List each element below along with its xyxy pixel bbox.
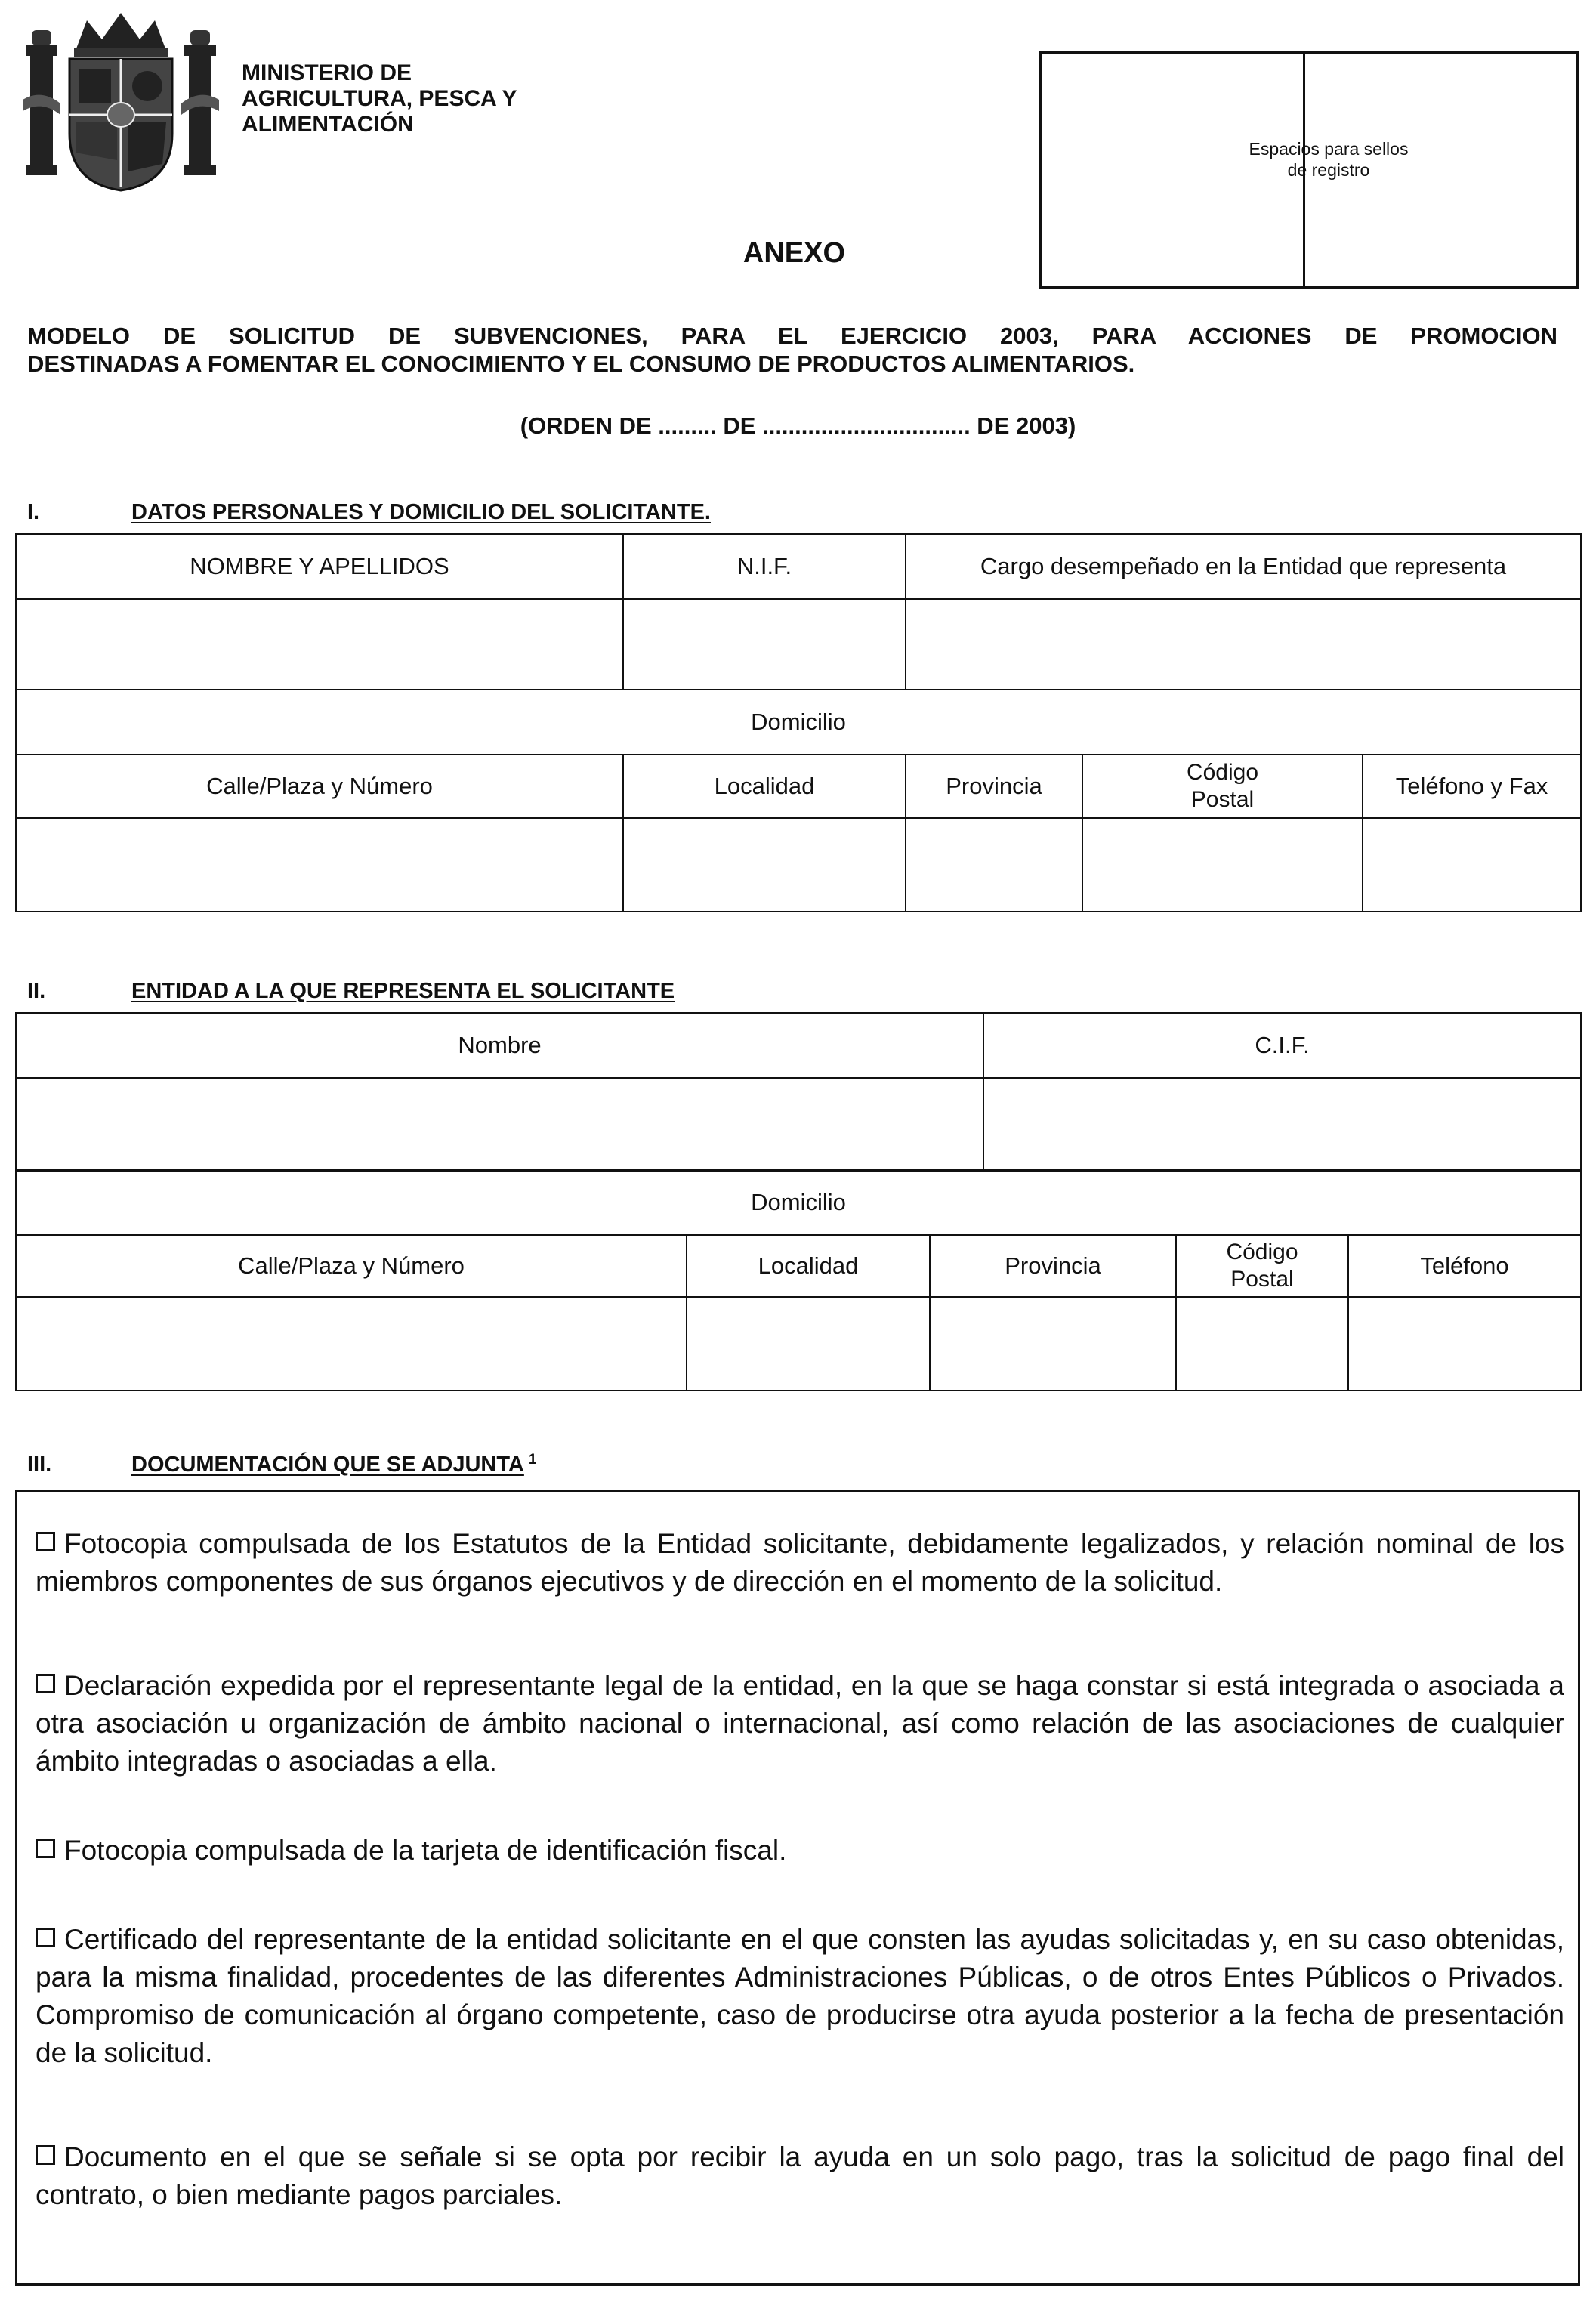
checkbox[interactable] [36,1928,55,1947]
doc-item [36,1667,1564,1780]
stamp-label [1215,138,1442,181]
checkbox[interactable] [36,2145,55,2165]
locality-field[interactable] [623,818,906,912]
title-line: DESTINADAS A FOMENTAR EL CONOCIMIENTO Y EL CONSUMO DE PRODUCTOS ALIMENTARIOS. [27,350,1135,377]
phone-fax-field[interactable] [1363,818,1581,912]
header-province: Provincia [906,755,1082,818]
ministry-line: MINISTERIO DE [242,60,412,85]
header-entity-name: Nombre [16,1013,983,1078]
stamp-label-line: Espacios para sellos [1249,139,1409,159]
postal-code-field[interactable] [1176,1297,1348,1391]
header-locality: Localidad [623,755,906,818]
doc-item-text: Fotocopia compulsada de los Estatutos de la Entidad solicitante, debidamente legalizados, y relación nominal de los miembros componentes de sus órganos ejecutivos y de dirección en el momento de la solicitud. [36,1528,1564,1597]
doc-item-text: Declaración expedida por el representante legal de la entidad, en la que se haga constar si está integrada o asociada a otra asociación u organización de ámbito nacional o internacional, así como relación de las asociaciones de cualquier ámbito integradas o asociadas a ella. [36,1670,1564,1777]
annex-heading-text: ANEXO [742,237,846,269]
doc-item-text: Documento en el que se señale si se opta por recibir la ayuda en un solo pago, tras la solicitud de pago final del contrato, o bien mediante pagos parciales. [36,2141,1564,2210]
postal-code-field[interactable] [1082,818,1363,912]
province-field[interactable] [930,1297,1176,1391]
applicant-table [15,533,1582,912]
cif-field[interactable] [983,1078,1581,1172]
postal-code-line: Postal [1190,787,1255,812]
name-surname-field[interactable] [16,599,623,690]
entity-name-field[interactable] [16,1078,983,1172]
header-domicile: Domicilio [16,690,1581,755]
footnote-mark: 1 [528,1452,537,1468]
postal-code-line: Postal [1230,1267,1294,1292]
annex-heading [0,237,1596,270]
header-locality: Localidad [687,1235,930,1297]
province-field[interactable] [906,818,1082,912]
order-reference: (ORDEN DE ......... DE ................................ DE 2003) [520,412,1076,439]
postal-code-line: Código [1186,760,1259,785]
document-title [27,322,1557,378]
section-title: DOCUMENTACIÓN QUE SE ADJUNTA [131,1453,524,1477]
section-1-heading [27,500,711,525]
street-field[interactable] [16,1297,687,1391]
section-2-heading [27,979,675,1004]
header-domicile: Domicilio [16,1170,1581,1235]
doc-item-text: Fotocopia compulsada de la tarjeta de identificación fiscal. [64,1835,787,1866]
checkbox[interactable] [36,1532,55,1551]
ministry-line: AGRICULTURA, PESCA Y [242,86,517,111]
header-name-surname: NOMBRE Y APELLIDOS [16,534,623,599]
section-number: I. [27,500,40,524]
header-nif: N.I.F. [623,534,906,599]
nif-field[interactable] [623,599,906,690]
title-line: MODELO DE SOLICITUD DE SUBVENCIONES, PARA EL EJERCICIO 2003, PARA ACCIONES DE PROMOCION [27,323,1557,349]
header-phone: Teléfono [1348,1235,1581,1297]
phone-field[interactable] [1348,1297,1581,1391]
ministry-line: ALIMENTACIÓN [242,112,414,137]
header-postal-code [1082,755,1363,818]
postal-code-line: Código [1226,1240,1298,1264]
header-phone-fax: Teléfono y Fax [1363,755,1581,818]
checkbox[interactable] [36,1674,55,1693]
header-postal-code [1176,1235,1348,1297]
doc-item [36,1921,1564,2072]
section-number: II. [27,979,46,1003]
section-number: III. [27,1453,52,1477]
section-title: ENTIDAD A LA QUE REPRESENTA EL SOLICITANTE [131,979,675,1003]
entity-table [15,1012,1582,1172]
header-position: Cargo desempeñado en la Entidad que representa [906,534,1581,599]
doc-item-text: Certificado del representante de la entidad solicitante en el que consten las ayudas solicitadas y, en su caso obtenidas, para la misma finalidad, procedentes de las diferentes Administraciones Públicas, o de otros Entes Públicos o Privados. Compromiso de comunicación al órgano competente, caso de producirse otra ayuda posterior a la fecha de presentación de la solicitud. [36,1924,1564,2068]
documentation-box [15,1490,1580,2286]
position-field[interactable] [906,599,1581,690]
doc-item [36,2138,1564,2214]
locality-field[interactable] [687,1297,930,1391]
section-title: DATOS PERSONALES Y DOMICILIO DEL SOLICITANTE. [131,500,711,524]
header-street: Calle/Plaza y Número [16,1235,687,1297]
checkbox[interactable] [36,1839,55,1858]
doc-item [36,1525,1564,1601]
header-cif: C.I.F. [983,1013,1581,1078]
header-street: Calle/Plaza y Número [16,755,623,818]
coat-of-arms-icon [23,9,219,194]
header-province: Provincia [930,1235,1176,1297]
doc-item [36,1832,1564,1869]
ministry-name [242,60,517,137]
entity-domicile-table [15,1169,1582,1391]
stamp-label-line: de registro [1287,160,1370,180]
street-field[interactable] [16,818,623,912]
section-3-heading [27,1452,536,1477]
